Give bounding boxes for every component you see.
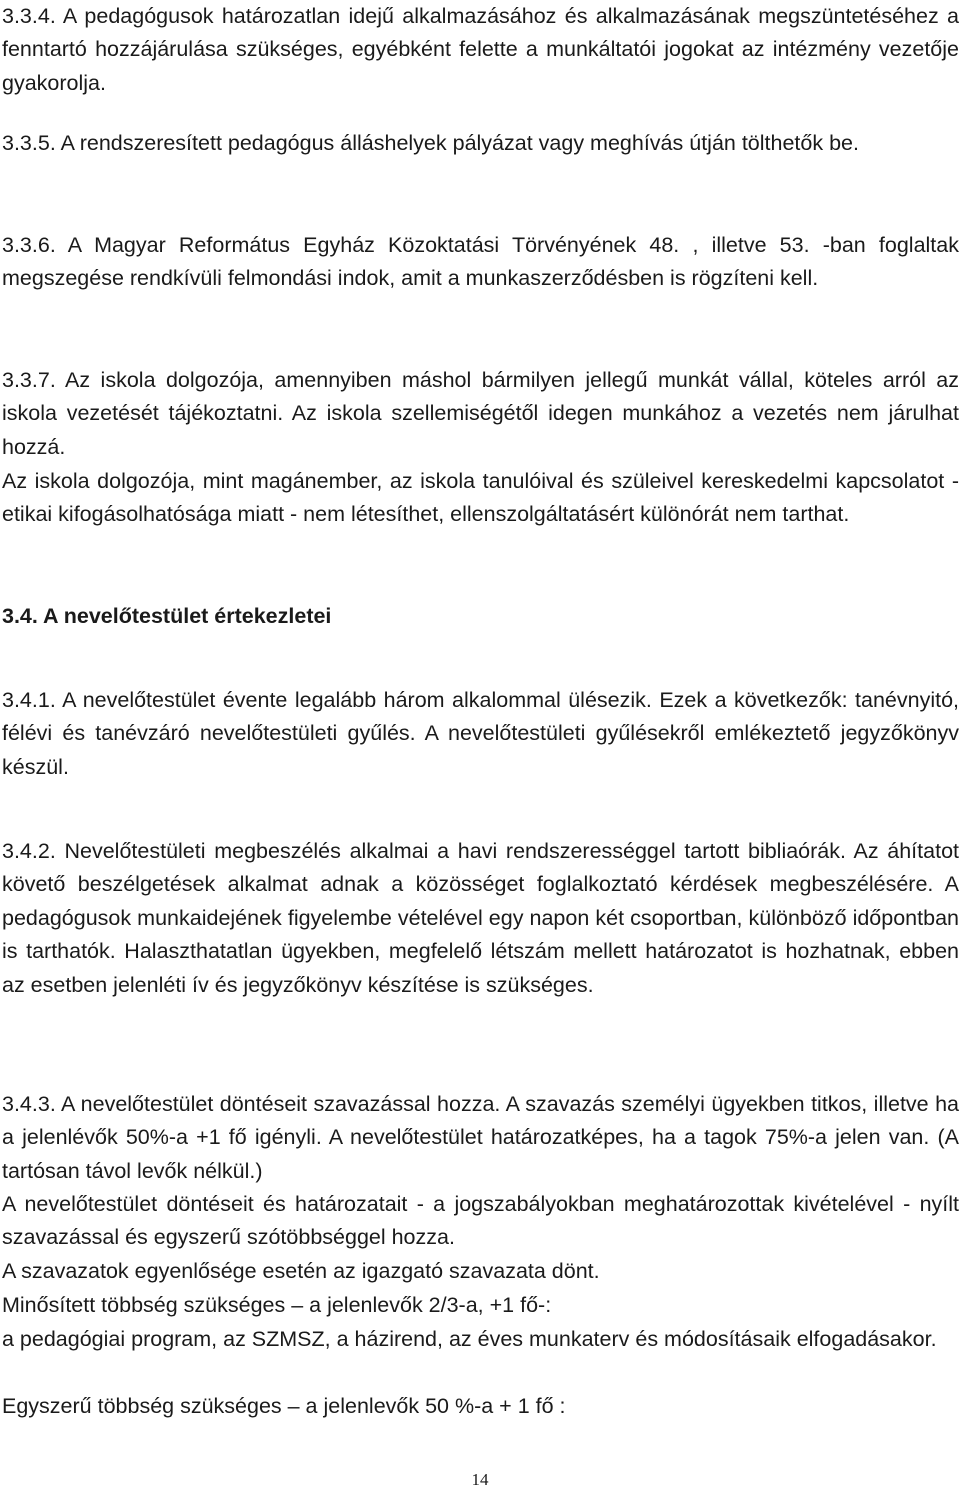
paragraph-3-4-2: 3.4.2. Nevelőtestületi megbeszélés alkalmai a havi rendszerességgel tartott bibliaórák. Az áhítatot követő beszélgetések alkalmat adnak a közösséget foglalkoztató kérdések megbeszélésére. A pedagógusok munkaidejének figyelembe vételével egy napon két csoportban, különböző időpontban is tarthatók. Halaszthatatlan ügyekben, megfelelő létszám mellett határozatot is hozhatnak, ebben az esetben jelenléti ív és jegyzőkönyv készítése is szükséges. xyxy=(2,839,959,997)
paragraph-3-3-5: 3.3.5. A rendszeresített pedagógus álláshelyek pályázat vagy meghívás útján tölthetők be. xyxy=(2,131,859,155)
paragraph-3-3-6: 3.3.6. A Magyar Református Egyház Közoktatási Törvényének 48. , illetve 53. -ban foglaltak megszegése rendkívüli felmondási indok, amit a munkaszerződésben is rögzíteni kell. xyxy=(2,233,959,291)
paragraph-3-4-3-qualified-cases: a pedagógiai program, az SZMSZ, a házirend, az éves munkaterv és módosításaik elfogadásakor. xyxy=(2,1327,937,1351)
paragraph-3-4-1: 3.4.1. A nevelőtestület évente legalább három alkalommal ülésezik. Ezek a következők: tanévnyitó, félévi és tanévzáró nevelőtestületi gyűlés. A nevelőtestületi gyűlésekről emlékeztető jegyzőkönyv készül. xyxy=(2,688,959,779)
paragraph-3-4-3-simple: Egyszerű többség szükséges – a jelenlevők 50 %-a + 1 fő : xyxy=(2,1394,566,1418)
paragraph-3-4-3-majority: A nevelőtestület döntéseit és határozatait - a jogszabályokban meghatározottak kivételével - nyílt szavazással és egyszerű szótöbbséggel hozza. xyxy=(2,1192,959,1250)
page-number: 14 xyxy=(471,1470,489,1489)
section-heading: 3.4. A nevelőtestület értekezletei xyxy=(2,604,332,628)
paragraph-3-4-3-qualified: Minősített többség szükséges – a jelenlevők 2/3-a, +1 fő-: xyxy=(2,1293,552,1317)
paragraph-3-3-7: 3.3.7. Az iskola dolgozója, amennyiben máshol bármilyen jellegű munkát vállal, köteles arról az iskola vezetését tájékoztatni. Az iskola szellemiségétől idegen munkához a vezetés nem járulhat hozzá. xyxy=(2,368,959,459)
paragraph-3-4-3: 3.4.3. A nevelőtestület döntéseit szavazással hozza. A szavazás személyi ügyekben titkos, illetve ha a jelenlévők 50%-a +1 fő igényli. A nevelőtestület határozatképes, ha a tagok 75%-a jelen van. (A tartósan távol levők nélkül.) xyxy=(2,1092,959,1183)
paragraph-3-3-7-continued: Az iskola dolgozója, mint magánember, az iskola tanulóival és szüleivel kereskedelmi kapcsolatot - etikai kifogásolhatósága miatt - nem létesíthet, ellenszolgáltatásért különórát nem tarthat. xyxy=(2,469,959,527)
paragraph-3-3-4: 3.3.4. A pedagógusok határozatlan idejű alkalmazásához és alkalmazásának megszüntetéséhez a fenntartó hozzájárulása szükséges, egyébként felette a munkáltatói jogokat az intézmény vezetője gyakorolja. xyxy=(2,4,959,95)
paragraph-3-4-3-tie: A szavazatok egyenlősége esetén az igazgató szavazata dönt. xyxy=(2,1259,600,1283)
